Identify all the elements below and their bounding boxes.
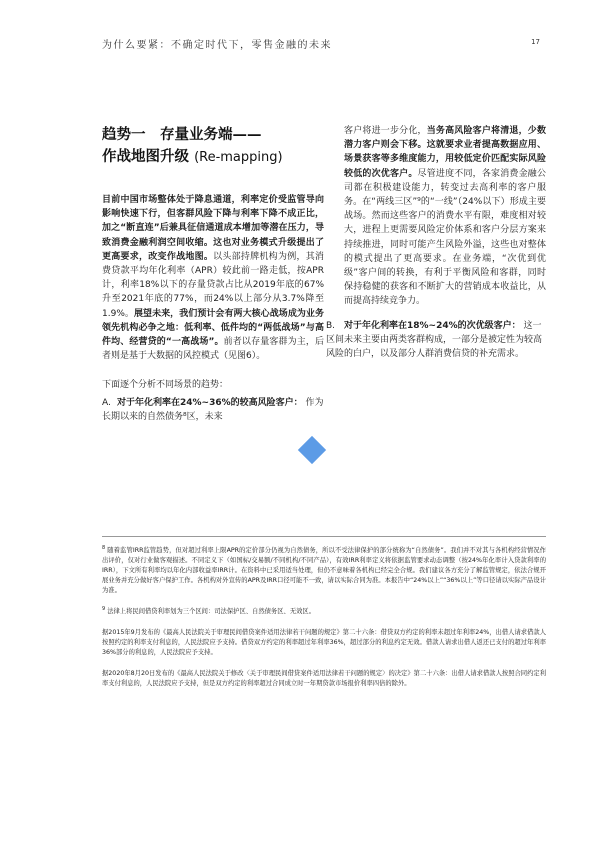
list-item-b-text: 这一区间未来主要由两类客群构成，一部分是被定性为较高风险的白户，以及部分人群消费信贷的补充需求。 xyxy=(326,320,543,359)
list-item-a-heading: 对于年化利率在24%~36%的较高风险客户： xyxy=(117,398,303,409)
footnote-2020-rule xyxy=(102,666,546,689)
list-label-a: A. xyxy=(102,398,111,409)
section-title-line1: 趋势一 存量业务端—— xyxy=(102,126,262,143)
intro-paragraph xyxy=(102,193,324,363)
list-label-b: B. xyxy=(326,320,336,331)
list-item-b-heading: 对于年化利率在18%~24%的次优级客户： xyxy=(344,320,521,331)
section-title-sub: (Re-mapping) xyxy=(194,150,283,165)
footnote-9 xyxy=(102,604,546,617)
intro-bold: 目前中国市场整体处于降息通道，利率定价受监管导向影响快速下行，但客群风险下降与利率下降不成正比，加之“断直连”后兼具征信通道成本增加等潜在压力，导致消费金融利润空间收缩。这也对业务模式升级提出了更高要求，改变作战地图。 xyxy=(102,195,324,262)
footnote-text: 法律上将民间借贷利率划为三个区间：司法保护区、自然债务区、无效区。 xyxy=(107,608,315,616)
footnote-text: 据2020年8月20日发布的《最高人民法院关于修改〈关于审理民间借贷案件适用法律若干问题的规定〉的决定》第二十六条：出借人请求借款人按照合同约定利率支付利息的，人民法院应予支持，但是双方约定的利率超过合同成立时一年期贷款市场报价利率四倍的除外。 xyxy=(102,670,546,688)
right-normal: 尽管进度不同，各家消费金融公司都在积极建设能力，转变过去高利率的客户服务。在“两线三区”⁹的“一线”（24%以下）形成主要战场。然而这些客户的消费水平有限，难度相对较大，进程上更需要风险定价体系和客户分层方案来持续推进，同时可能产生风险外溢，这些也对整体的模式提出了更高要求。在业务端，“次优到优级”客户间的转换，有利于平衡风险和客群，同时保持稳健的获客和不断扩大的营销成本收益比，从而提高持续竞争力。 xyxy=(344,168,546,307)
right-prefix: 客户将进一步分化， xyxy=(344,126,427,136)
list-item-a xyxy=(102,396,324,424)
section-title xyxy=(102,124,324,169)
section-title-line2: 作战地图升级 xyxy=(102,148,189,165)
footnote-text: 随着监管IRR监管趋势，但对超过利率上限APR的定价部分仍视为自然债务，所以不受法律保护的部分统称为“自然债务”。我们并不对其与各机构经营情况作出评价，仅对行业做客观描述。不同定义下（如国标/交易额/不同机构/不同产品），有效IRR利率定义将依据监管要求动态调整（按24%年化率计入贷款利率的IRR），下文所有利率均以年化内部收益率IRR计。在资料中已采用适当处理，但仍不意味着各机构已经完全合规。我们建议各方充分了解监管规定，依法合规开展业务并充分做好客户保护工作。各机构对外宣传的APR及IRR口径可能不一致，请以实际合同为准。本报告中“24%以上”“36%以上”等口径请以实际产品设计为准。 xyxy=(102,547,546,595)
footnote-mark: 8 xyxy=(102,545,106,551)
right-paragraph xyxy=(344,124,546,309)
right-bold: 当务高风险客户将清退，少数潜力客户则会下移。这就要求业者提高数据应用、场景获客等多维度能力，用较低定价匹配实际风险较低的次优客户。 xyxy=(344,126,546,179)
intro-normal: 以头部持牌机构为例，其消费贷款平均年化利率（APR）较此前一路走低，按APR计，利率18%以下的存量贷款占比从2019年底的67%升至2021年底的77%，而24%以上部分从3.7%降至1.9%。 xyxy=(102,251,324,319)
right-column xyxy=(326,124,546,361)
page-number: 17 xyxy=(531,38,540,46)
intro-tail: 前者以存量客群为主，后者则是基于大数据的风控模式（见图6）。 xyxy=(102,337,324,362)
footnote-text: 据2015年9月发布的《最高人民法院关于审理民间借贷案件适用法律若干问题的规定》第二十六条：借贷双方约定的利率未超过年利率24%，出借人请求借款人按照约定的利率支付利息的，人民法院应予支持。借贷双方约定的利率超过年利率36%，超过部分的利息约定无效。借款人请求出借人返还已支付的超过年利率36%部分的利息的，人民法院应予支持。 xyxy=(102,629,546,657)
footnote-2015-rule xyxy=(102,625,546,658)
running-header: 为什么要紧：不确定时代下，零售金融的未来 xyxy=(102,40,332,51)
list-item-b xyxy=(326,319,546,361)
accent-diamond-icon xyxy=(298,436,326,464)
footnotes xyxy=(102,536,546,697)
footnote-mark: 9 xyxy=(102,606,106,613)
left-column xyxy=(102,124,324,424)
intro-bold-2: 展望未来，我们预计会有两大核心战场成为业务领先机构必争之地：低利率、低件均的“两低战场”与高件均、经营贷的“一高战场”。 xyxy=(102,308,324,348)
list-item-a-text: 作为长期以来的自然债务⁸区，未来 xyxy=(102,398,324,423)
lead-text: 下面逐个分析不同场景的趋势： xyxy=(102,380,229,391)
footnote-8 xyxy=(102,543,546,596)
